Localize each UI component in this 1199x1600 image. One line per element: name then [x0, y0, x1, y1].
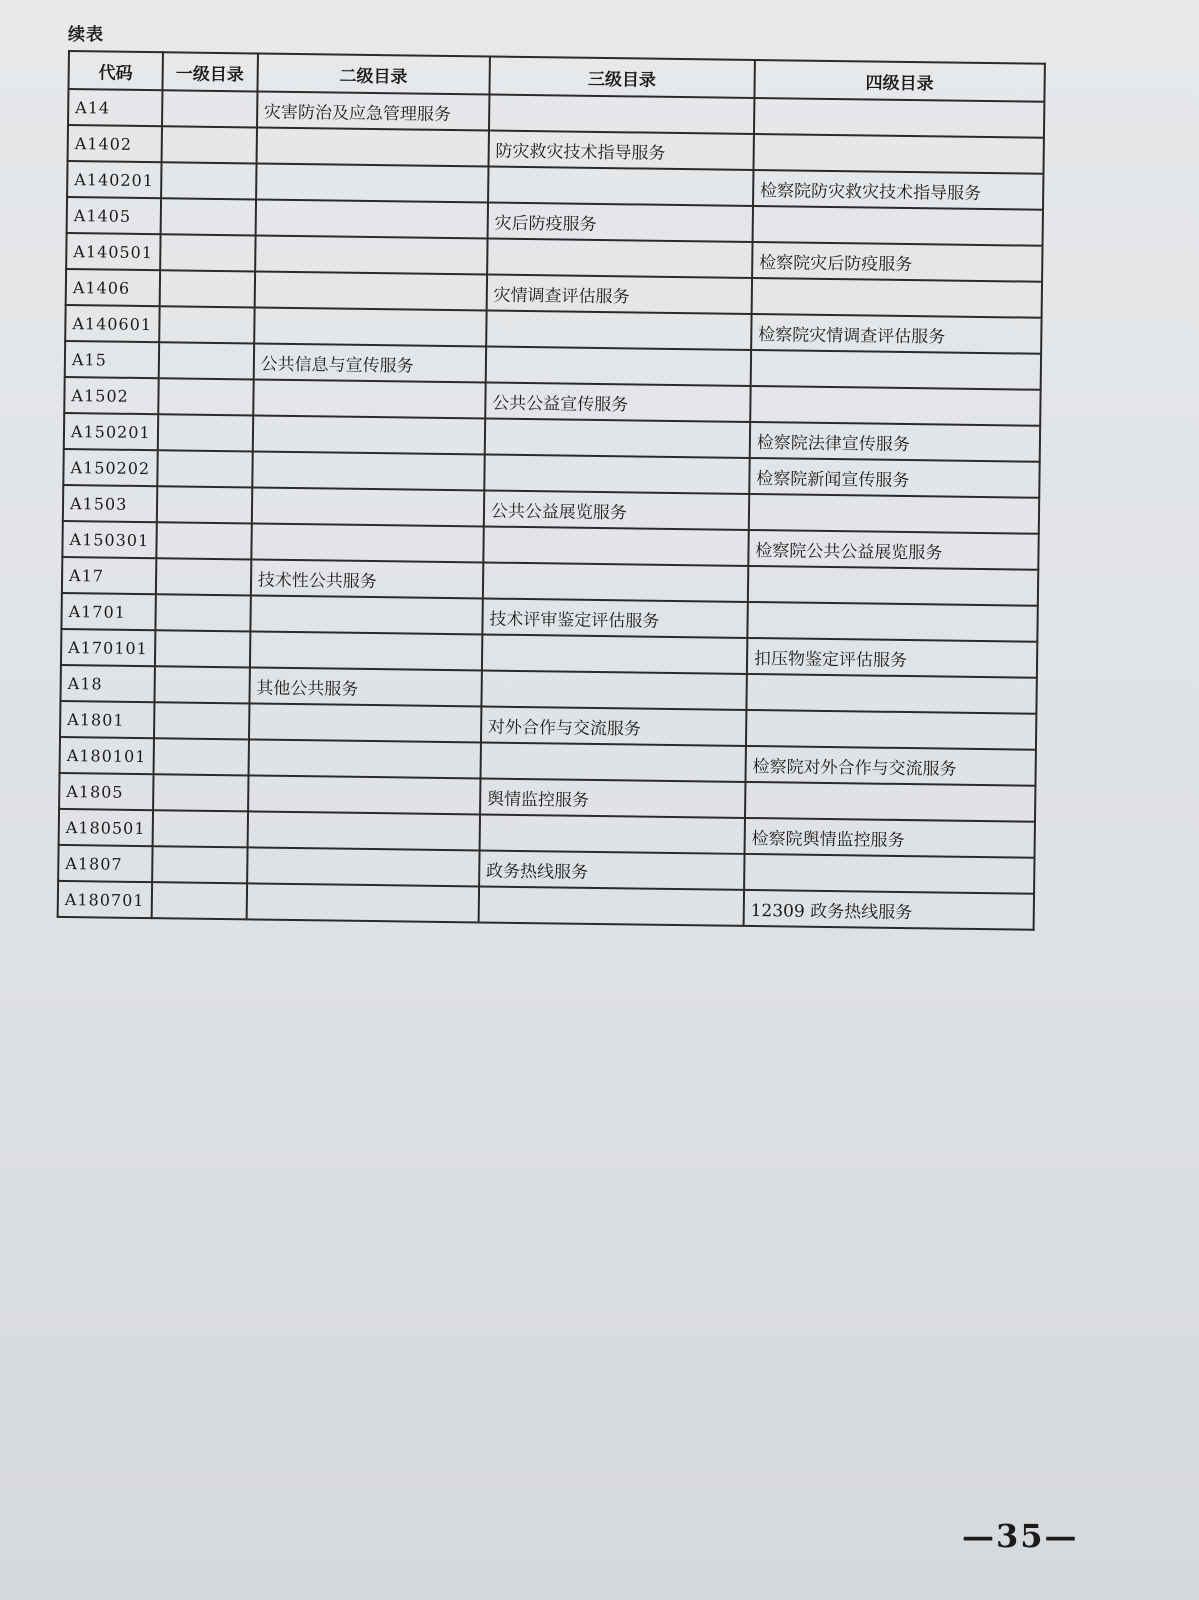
cell-code: A14 [68, 89, 162, 126]
cell-level-4 [747, 602, 1038, 642]
cell-level-2 [248, 739, 481, 778]
cell-level-3 [488, 167, 754, 206]
cell-level-1 [153, 774, 248, 811]
cell-code: A140501 [66, 233, 160, 270]
cell-level-3 [484, 454, 750, 493]
cell-level-2 [247, 811, 480, 850]
cell-code: A1807 [58, 845, 152, 882]
cell-level-3: 技术评审鉴定评估服务 [482, 598, 748, 637]
cell-level-3 [480, 742, 746, 781]
cell-level-4 [751, 350, 1042, 390]
header-code: 代码 [68, 51, 162, 90]
cell-level-4 [746, 710, 1037, 750]
cell-level-2 [254, 271, 487, 310]
cell-level-4 [744, 854, 1035, 894]
cell-level-2: 技术性公共服务 [251, 559, 484, 598]
cell-level-3 [486, 310, 752, 349]
cell-level-4 [750, 386, 1041, 426]
cell-level-3 [487, 239, 753, 278]
cell-level-2 [250, 631, 483, 670]
cell-level-3 [483, 562, 749, 601]
cell-level-1 [162, 90, 257, 127]
cell-code: A1805 [59, 773, 153, 810]
cell-level-1 [160, 234, 255, 271]
cell-level-2 [250, 595, 483, 634]
cell-level-1 [152, 810, 247, 847]
cell-level-1 [155, 630, 250, 667]
cell-level-4 [746, 674, 1037, 714]
header-level-3: 三级目录 [489, 57, 755, 98]
cell-code: A150202 [63, 449, 157, 486]
cell-code: A1406 [66, 269, 160, 306]
cell-level-3 [489, 95, 755, 134]
cell-code: A180101 [60, 737, 154, 774]
cell-level-3: 防灾救灾技术指导服务 [488, 131, 754, 170]
cell-code: A1405 [67, 197, 161, 234]
cell-level-4: 检察院公共公益展览服务 [748, 530, 1039, 570]
cell-level-4 [752, 206, 1043, 246]
cell-level-3 [481, 670, 747, 709]
cell-code: A1502 [64, 377, 158, 414]
cell-level-2 [248, 775, 481, 814]
table-body [58, 89, 1045, 930]
cell-level-1 [156, 558, 251, 595]
cell-level-4: 扣压物鉴定评估服务 [747, 638, 1038, 678]
cell-level-1 [152, 846, 247, 883]
cell-level-4 [753, 134, 1044, 174]
cell-level-2 [247, 847, 480, 886]
table-caption: 续表 [68, 25, 104, 45]
cell-code: A140601 [65, 305, 159, 342]
cell-level-3: 灾情调查评估服务 [486, 275, 752, 314]
cell-code: A18 [60, 665, 154, 702]
cell-level-2 [255, 235, 488, 274]
cell-level-2 [246, 883, 479, 922]
cell-level-2 [252, 415, 485, 454]
cell-level-2: 公共信息与宣传服务 [253, 343, 486, 382]
cell-level-1 [159, 270, 254, 307]
cell-level-2 [254, 307, 487, 346]
cell-level-4 [751, 278, 1042, 318]
cell-level-2 [249, 703, 482, 742]
cell-level-1 [151, 882, 246, 919]
cell-level-3: 公共公益展览服务 [484, 490, 750, 529]
cell-level-2: 灾害防治及应急管理服务 [257, 91, 490, 130]
cell-level-4 [754, 98, 1045, 138]
cell-level-3 [483, 526, 749, 565]
cell-level-3 [478, 886, 744, 925]
cell-level-2 [252, 451, 485, 490]
cell-code: A1801 [60, 701, 154, 738]
cell-level-2 [256, 163, 489, 202]
cell-code: A180701 [58, 881, 152, 918]
cell-level-4: 检察院对外合作与交流服务 [745, 746, 1036, 786]
cell-level-1 [158, 342, 253, 379]
cell-level-1 [154, 702, 249, 739]
cell-level-4 [749, 494, 1040, 534]
cell-code: A1503 [63, 485, 157, 522]
cell-level-1 [154, 666, 249, 703]
cell-level-2 [251, 523, 484, 562]
catalog-table [57, 50, 1046, 931]
cell-level-1 [158, 378, 253, 415]
cell-level-1 [155, 594, 250, 631]
cell-level-3: 政务热线服务 [479, 850, 745, 889]
cell-level-3: 对外合作与交流服务 [481, 706, 747, 745]
cell-level-1 [157, 414, 252, 451]
cell-level-1 [153, 738, 248, 775]
cell-level-1 [157, 450, 252, 487]
cell-level-4: 检察院法律宣传服务 [750, 422, 1041, 462]
cell-level-4: 检察院灾情调查评估服务 [751, 314, 1042, 354]
header-level-1: 一级目录 [162, 52, 258, 91]
cell-level-3: 公共公益宣传服务 [485, 382, 751, 421]
cell-level-3: 舆情监控服务 [480, 778, 746, 817]
cell-level-3 [485, 346, 751, 385]
cell-code: A1402 [68, 125, 162, 162]
cell-level-4: 12309 政务热线服务 [743, 890, 1034, 930]
cell-level-4: 检察院灾后防疫服务 [752, 242, 1043, 282]
cell-level-1 [160, 198, 255, 235]
cell-level-1 [159, 306, 254, 343]
cell-level-1 [156, 522, 251, 559]
cell-level-4: 检察院防灾救灾技术指导服务 [753, 170, 1044, 210]
cell-level-4: 检察院舆情监控服务 [744, 818, 1035, 858]
cell-level-1 [161, 126, 256, 163]
cell-level-1 [156, 486, 251, 523]
page-number: —35— [962, 1517, 1079, 1555]
cell-code: A150301 [62, 521, 156, 558]
cell-code: A17 [62, 557, 156, 594]
cell-level-2: 其他公共服务 [249, 667, 482, 706]
cell-level-3 [479, 814, 745, 853]
cell-level-2 [256, 127, 489, 166]
cell-level-2 [255, 199, 488, 238]
cell-level-4 [748, 566, 1039, 606]
cell-level-3 [482, 634, 748, 673]
header-level-2: 二级目录 [257, 53, 490, 94]
cell-code: A1701 [61, 593, 155, 630]
cell-code: A140201 [67, 161, 161, 198]
cell-level-4: 检察院新闻宣传服务 [749, 458, 1040, 498]
cell-code: A170101 [61, 629, 155, 666]
cell-code: A15 [65, 341, 159, 378]
cell-code: A150201 [64, 413, 158, 450]
cell-level-2 [252, 487, 485, 526]
cell-level-1 [161, 162, 256, 199]
cell-level-3: 灾后防疫服务 [487, 203, 753, 242]
cell-code: A180501 [59, 809, 153, 846]
header-level-4: 四级目录 [754, 60, 1045, 102]
cell-level-2 [253, 379, 486, 418]
cell-level-4 [745, 782, 1036, 822]
cell-level-3 [485, 418, 751, 457]
